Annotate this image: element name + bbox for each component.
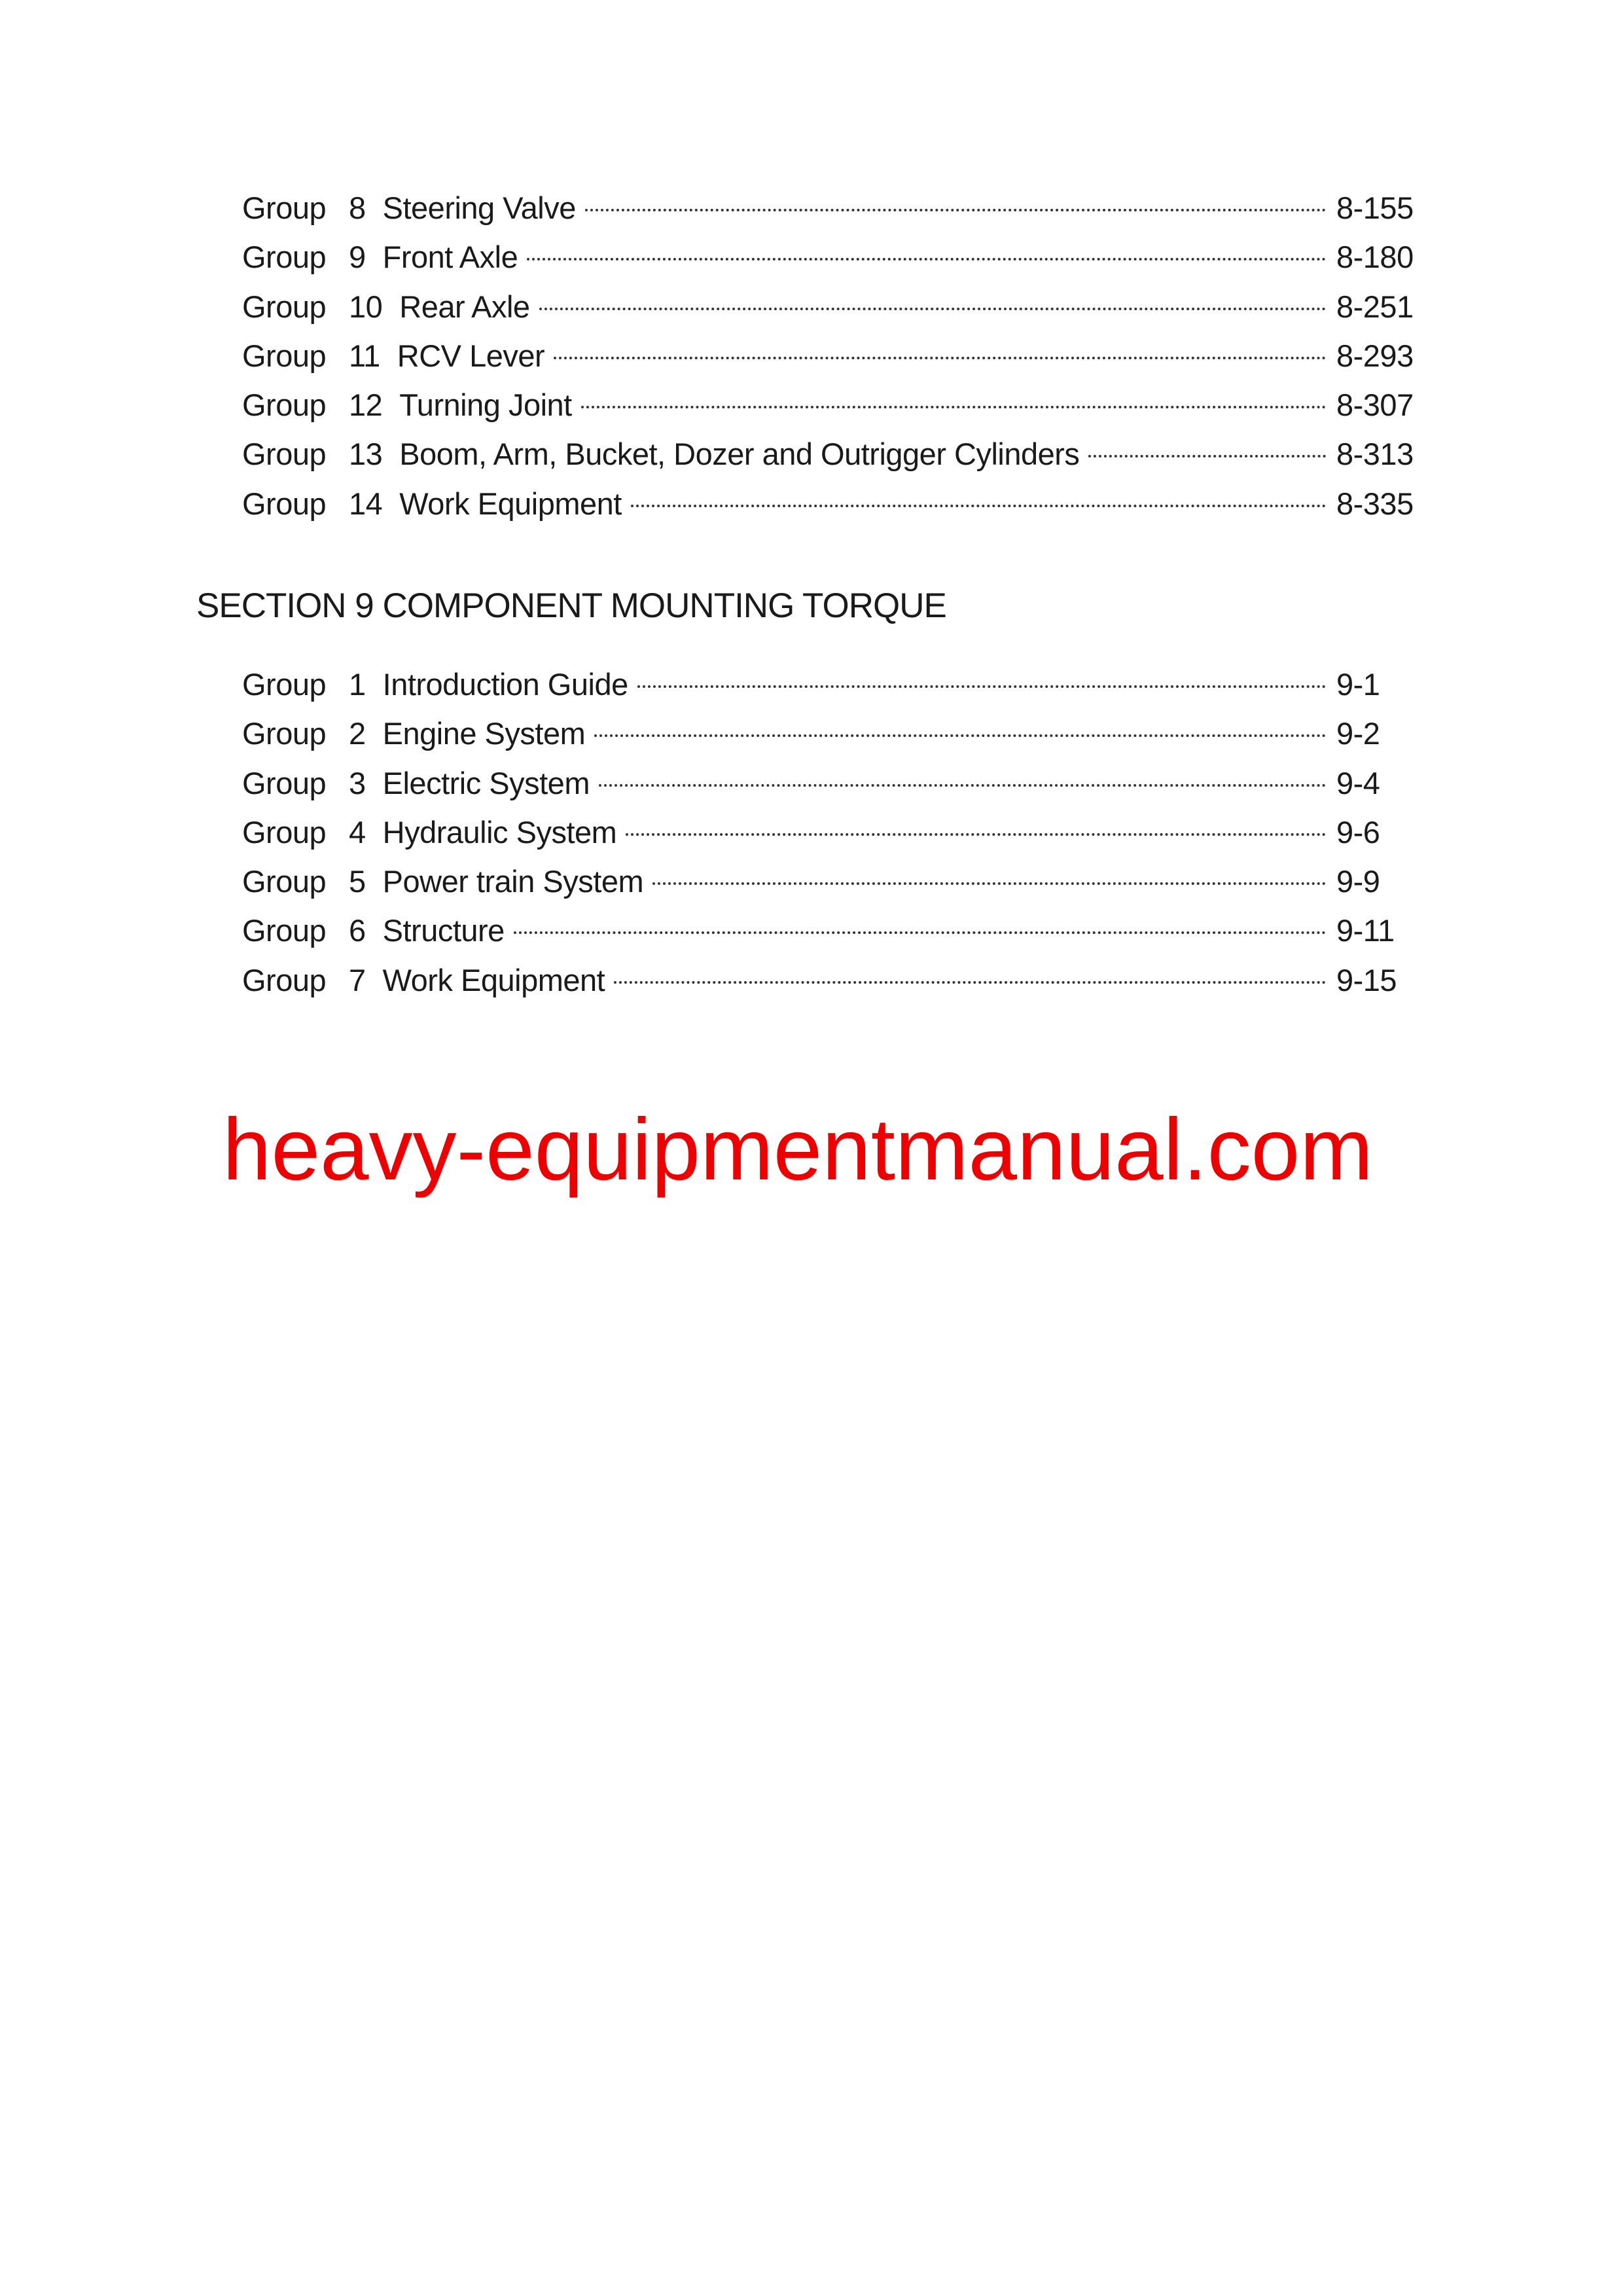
group-label: Group <box>242 962 327 997</box>
group-label: Group <box>242 240 327 275</box>
group-number: 13 <box>349 437 383 472</box>
group-number: 8 <box>349 190 366 225</box>
dot-leader <box>527 258 1326 260</box>
group-title: Introduction Guide <box>382 667 628 702</box>
toc-entry[interactable] <box>242 765 1414 814</box>
dot-leader <box>514 931 1326 934</box>
dot-leader <box>539 308 1326 310</box>
toc-entry[interactable] <box>242 863 1414 912</box>
group-title: Work Equipment <box>399 486 622 521</box>
group-number: 5 <box>349 864 366 899</box>
group-title: Electric System <box>382 765 590 800</box>
group-label: Group <box>242 190 327 225</box>
page-number: 8-335 <box>1336 486 1414 521</box>
page-number: 8-313 <box>1336 437 1414 472</box>
toc-entry[interactable] <box>242 486 1414 535</box>
group-number: 14 <box>349 486 383 521</box>
group-label: Group <box>242 667 327 702</box>
group-label: Group <box>242 913 327 948</box>
section9-toc-list <box>242 666 1414 1011</box>
group-title: Work Equipment <box>382 962 605 997</box>
dot-leader <box>652 882 1326 885</box>
group-label: Group <box>242 387 327 423</box>
dot-leader <box>626 833 1326 836</box>
page-number: 9-4 <box>1336 765 1380 800</box>
page-number: 9-9 <box>1336 864 1380 899</box>
group-label: Group <box>242 716 327 751</box>
toc-entry[interactable] <box>242 289 1414 338</box>
group-number: 9 <box>349 240 366 275</box>
page-number: 9-15 <box>1336 962 1397 997</box>
dot-leader <box>554 357 1326 359</box>
page-number: 8-307 <box>1336 387 1414 423</box>
toc-entry[interactable] <box>242 666 1414 715</box>
group-number: 10 <box>349 289 383 324</box>
group-title: Hydraulic System <box>382 814 617 850</box>
dot-leader <box>585 209 1326 211</box>
toc-entry[interactable] <box>242 436 1414 485</box>
group-label: Group <box>242 437 327 472</box>
page-number: 8-180 <box>1336 240 1414 275</box>
group-label: Group <box>242 289 327 324</box>
group-title: Steering Valve <box>382 190 576 225</box>
section-heading: SECTION 9 COMPONENT MOUNTING TORQUE <box>196 586 946 625</box>
page-number: 9-2 <box>1336 716 1380 751</box>
group-title: Structure <box>382 913 505 948</box>
group-label: Group <box>242 864 327 899</box>
dot-leader <box>631 505 1326 507</box>
group-title: RCV Lever <box>397 338 545 373</box>
group-title: Engine System <box>382 716 586 751</box>
page-number: 8-293 <box>1336 338 1414 373</box>
dot-leader <box>1088 455 1326 457</box>
group-number: 6 <box>349 913 366 948</box>
toc-entry[interactable] <box>242 814 1414 863</box>
page-number: 8-155 <box>1336 190 1414 225</box>
dot-leader <box>599 784 1326 787</box>
group-number: 4 <box>349 814 366 850</box>
toc-entry[interactable] <box>242 338 1414 387</box>
toc-entry[interactable] <box>242 715 1414 764</box>
group-number: 12 <box>349 387 383 423</box>
group-number: 1 <box>349 667 366 702</box>
group-title: Boom, Arm, Bucket, Dozer and Outrigger Cylinders <box>399 437 1080 472</box>
toc-entry[interactable] <box>242 962 1414 1011</box>
group-number: 7 <box>349 962 366 997</box>
page-number: 9-11 <box>1336 913 1395 948</box>
group-label: Group <box>242 814 327 850</box>
section8-toc-list <box>242 190 1414 535</box>
toc-entry[interactable] <box>242 239 1414 288</box>
group-title: Front Axle <box>382 240 518 275</box>
toc-entry[interactable] <box>242 912 1414 961</box>
group-label: Group <box>242 338 327 373</box>
dot-leader <box>637 685 1326 688</box>
page-number: 9-6 <box>1336 814 1380 850</box>
group-number: 11 <box>349 338 380 373</box>
watermark-text: heavy-equipmentmanual.com <box>223 1101 1373 1198</box>
group-title: Power train System <box>382 864 644 899</box>
toc-entry[interactable] <box>242 190 1414 239</box>
group-label: Group <box>242 765 327 800</box>
dot-leader <box>594 734 1326 737</box>
toc-entry[interactable] <box>242 387 1414 436</box>
page-number: 8-251 <box>1336 289 1414 324</box>
dot-leader <box>614 981 1326 984</box>
group-number: 3 <box>349 765 366 800</box>
group-number: 2 <box>349 716 366 751</box>
group-title: Turning Joint <box>399 387 572 423</box>
dot-leader <box>581 406 1326 408</box>
group-label: Group <box>242 486 327 521</box>
page-number: 9-1 <box>1336 667 1380 702</box>
group-title: Rear Axle <box>399 289 530 324</box>
